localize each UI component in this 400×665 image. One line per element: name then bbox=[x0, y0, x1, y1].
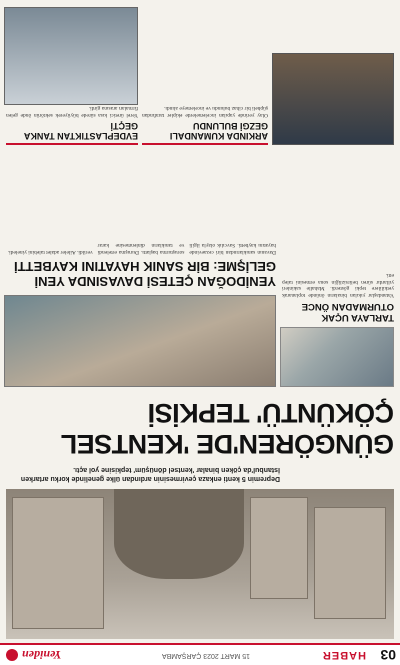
bottom-box-1 bbox=[142, 99, 268, 145]
brand-logo: Yeniden bbox=[22, 648, 62, 662]
photo-rubble bbox=[114, 489, 244, 579]
middle-column bbox=[6, 242, 276, 387]
left-photo bbox=[280, 327, 394, 387]
left-body: Vatandaşlar yıkılan binaların önünde toplanarak yetkililere tepki gösterdi. Mahalle sakinleri yıllardır süren belirsizliğin sona ermesini talep etti. bbox=[282, 272, 394, 298]
photo-building bbox=[314, 507, 386, 619]
box2-head: EVDEPLASTIKTAN TANKA GEÇTİ bbox=[6, 121, 138, 145]
bottom-row bbox=[6, 5, 394, 145]
middle-body: Davanın sanıklarından biri cezaevinde hayatını kaybetti. Savcılık olayla ilgili soruşturma başlattı. Duruşma ertelendi ve tanıkların dinlenmesine karar verildi. Aileler adalet talebini yineledi. bbox=[7, 242, 276, 255]
article-kicker: Depremin 5 kenti enkaza çevirmesinin ardından ülke genelinde korku artarken İstanbul'da çöken binalar 'kentsel dönüşüm' tepkisine yol açtı. bbox=[20, 466, 280, 482]
left-subhead: TARLAYA UÇAK OTURMADAN ÖNCE bbox=[301, 301, 394, 323]
brand-mark-icon bbox=[6, 649, 18, 661]
hero-photo bbox=[6, 489, 394, 639]
middle-subhead: YENİDOĞAN ÇETESİ DAVASINDA YENİ GELİŞME: BİR SANIK HAYATINI KAYBETTİ bbox=[14, 259, 276, 289]
main-headline: GÜNGÖREN'DE 'KENTSEL ÇÖKÜNTÜ' TEPKİSİ bbox=[61, 398, 394, 459]
bottom-photo-right bbox=[4, 7, 138, 105]
page-header bbox=[0, 643, 400, 665]
middle-photo bbox=[4, 295, 276, 387]
box2-body: Yerel üretici kısa sürede büyüyerek sektörün önde gelen firmaları arasına girdi. bbox=[6, 105, 138, 118]
box1-head: ARKINDA KUMANDALI GEZGİ BULUNDU bbox=[142, 121, 268, 145]
bottom-photo-left bbox=[272, 53, 394, 145]
box1-body: Olay yerinde yapılan incelemelerde ekipler tarafından şüpheli bir cihaz bulundu ve incelemeye alındı. bbox=[142, 105, 268, 118]
page-number: 03 bbox=[380, 647, 396, 663]
section-label: HABER bbox=[321, 649, 366, 661]
bottom-box-2 bbox=[6, 99, 138, 145]
left-column bbox=[282, 266, 394, 387]
photo-building bbox=[250, 497, 308, 599]
photo-building bbox=[12, 497, 104, 629]
issue-date: 15 MART 2023 ÇARŞAMBA bbox=[161, 652, 250, 659]
